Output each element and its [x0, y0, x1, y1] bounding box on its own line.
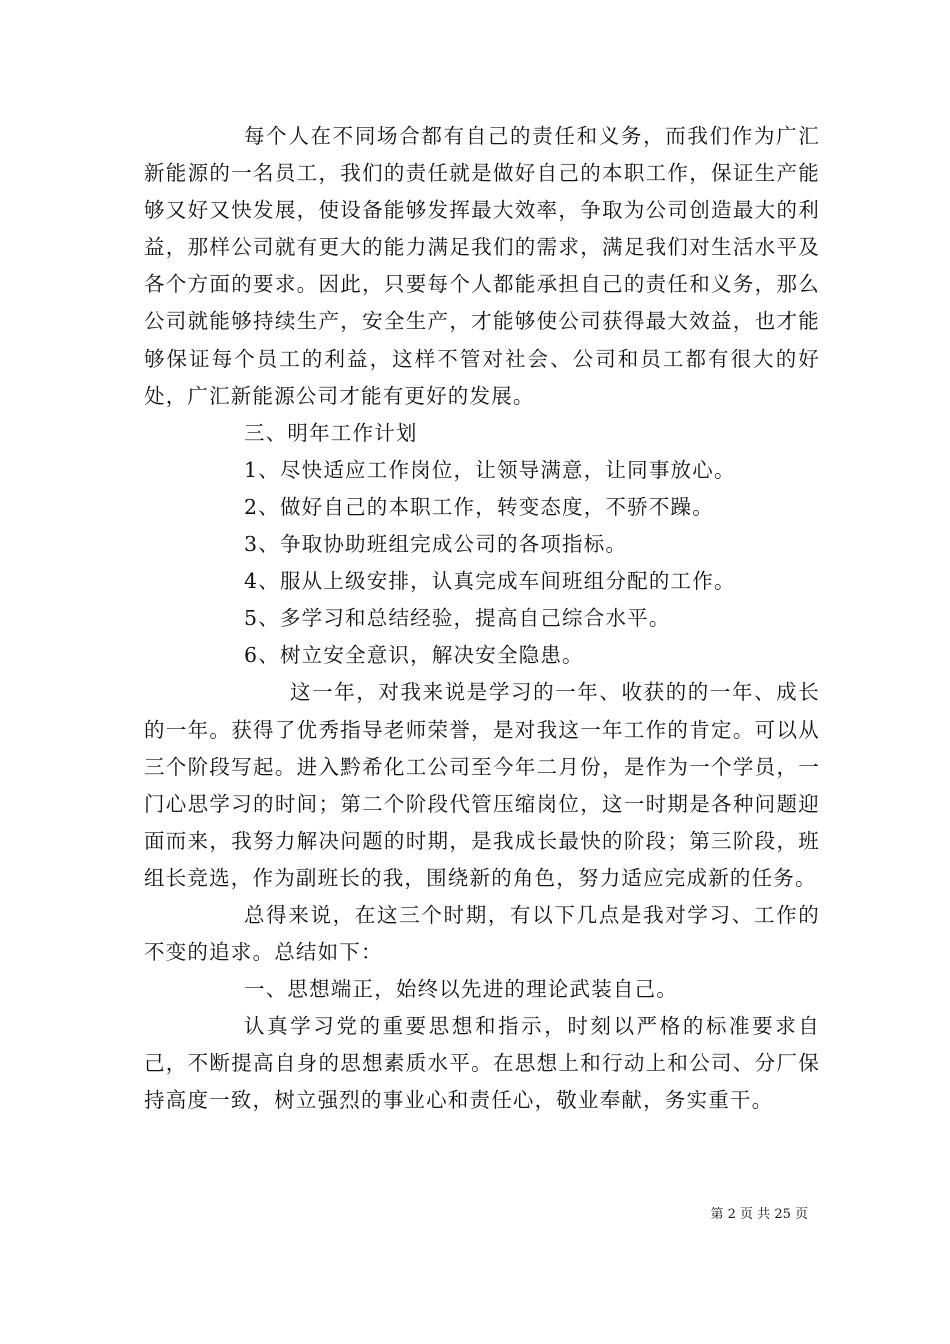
- plan-item-2: 2、做好自己的本职工作，转变态度，不骄不躁。: [244, 494, 714, 519]
- paragraph-responsibility: 每个人在不同场合都有自己的责任和义务，而我们作为广汇新能源的一名员工，我们的责任就是做好自己的本职工作，保证生产能够又好又快发展，使设备能够发挥最大效率，争取为公司创造最大的利益，那样公司就有更大的能力满足我们的需求，满足我们对生活水平及各个方面的要求。因此，只要每个人都能承担自己的责任和义务，那么公司就能够持续生产，安全生产，才能够使公司获得最大效益，也才能够保证每个员工的利益，这样不管对社会、公司和员工都有很大的好处，广汇新能源公司才能有更好的发展。: [144, 124, 820, 408]
- paragraph-year-review: 这一年，对我来说是学习的一年、收获的的一年、成长的一年。获得了优秀指导老师荣誉，是对我这一年工作的肯定。可以从三个阶段写起。进入黔希化工公司至今年二月份，是作为一个学员，一门心思学习的时间；第二个阶段代管压缩岗位，这一时期是各种问题迎面而来，我努力解决问题的时期，是我成长最快的阶段；第三阶段，班组长竞选，作为副班长的我，围绕新的角色，努力适应完成新的任务。: [144, 680, 820, 890]
- plan-item-3: 3、争取协助班组完成公司的各项指标。: [244, 532, 628, 557]
- plan-item-1: 1、尽快适应工作岗位，让领导满意，让同事放心。: [244, 457, 736, 482]
- section-heading-next-year-plan: 三、明年工作计划: [244, 420, 418, 445]
- section-heading-ideology: 一、思想端正，始终以先进的理论武装自己。: [244, 977, 678, 1002]
- plan-item-6: 6、树立安全意识，解决安全隐患。: [244, 643, 584, 668]
- body-text: [144, 118, 820, 1120]
- paragraph-summary-intro: 总得来说，在这三个时期，有以下几点是我对学习、工作的不变的追求。总结如下：: [144, 902, 820, 965]
- paragraph-ideology: 认真学习党的重要思想和指示，时刻以严格的标准要求自己，不断提高自身的思想素质水平。在思想上和行动上和公司、分厂保持高度一致，树立强烈的事业心和责任心，敬业奉献，务实重干。: [144, 1014, 820, 1113]
- plan-item-5: 5、多学习和总结经验，提高自己综合水平。: [244, 606, 671, 631]
- page-footer: 第 2 页 共 25 页: [710, 1207, 808, 1222]
- plan-item-4: 4、服从上级安排，认真完成车间班组分配的工作。: [244, 569, 736, 594]
